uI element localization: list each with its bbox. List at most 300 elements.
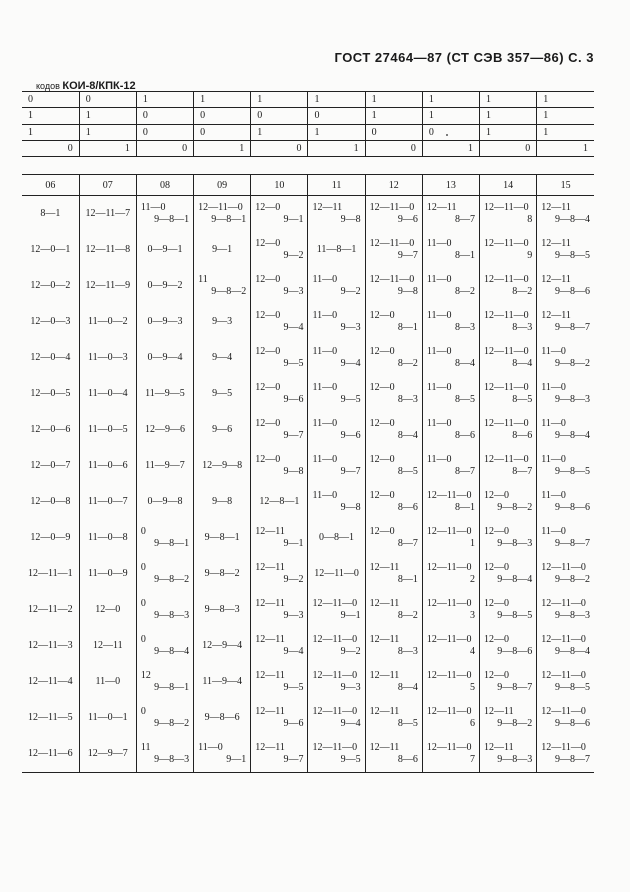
code-value: 12—11—9 <box>85 280 131 291</box>
code-cell <box>422 628 479 664</box>
code-value-upper: 11—0 <box>426 310 452 321</box>
code-value-upper: 12—11 <box>484 706 514 717</box>
bit-cell: 0 <box>22 92 79 108</box>
bit-cell: 0 <box>365 124 422 140</box>
bit-cell: 1 <box>22 124 79 140</box>
table-row <box>22 232 594 268</box>
code-value-lower: 8—2 <box>512 286 533 297</box>
bit-cell: 0 <box>194 108 251 124</box>
code-value-upper: 12—11 <box>369 562 400 573</box>
bit-cell: 1 <box>537 108 594 124</box>
code-value: 0—9—1 <box>147 244 183 255</box>
code-value-lower: 9—8—5 <box>555 466 590 477</box>
code-value-upper: 12—11 <box>255 598 285 609</box>
code-value-lower: 2 <box>470 574 475 585</box>
code-cell <box>480 736 537 773</box>
code-value-upper: 12—11—0 <box>369 202 415 213</box>
code-value-upper: 0 <box>140 634 146 645</box>
code-value-upper: 12—0 <box>484 670 509 681</box>
bit-cell: 0 <box>194 124 251 140</box>
code-value-upper: 12—11—0 <box>484 274 529 285</box>
bit-cell: 1 <box>136 92 193 108</box>
code-cell <box>251 736 308 773</box>
code-value-upper: 12—11 <box>369 634 400 645</box>
code-value-lower: 7 <box>470 754 475 765</box>
bit-cell: 1 <box>308 124 365 140</box>
code-value: 12—0 <box>95 604 121 615</box>
code-value: 9—3 <box>212 316 233 327</box>
code-value-lower: 8—7 <box>397 538 418 549</box>
code-cell <box>136 700 193 736</box>
code-value-upper: 12—0 <box>369 454 395 465</box>
code-value-upper: 11—0 <box>312 310 338 321</box>
bit-pattern-table <box>22 91 594 157</box>
code-value-upper: 12—11 <box>541 274 571 285</box>
code-cell <box>365 448 422 484</box>
code-cell <box>22 736 79 773</box>
code-cell <box>251 628 308 664</box>
code-cell <box>308 664 365 700</box>
code-value: 11—9—4 <box>202 676 242 687</box>
code-cell <box>22 232 79 268</box>
code-cell <box>480 448 537 484</box>
code-value-upper: 12—0 <box>484 562 509 573</box>
code-value-upper: 12—11—0 <box>312 670 358 681</box>
code-value: 12—11—0 <box>314 568 359 579</box>
code-cell <box>136 664 193 700</box>
code-value-lower: 9—8—3 <box>497 754 533 765</box>
code-value-lower: 9—8—2 <box>154 718 190 729</box>
table-row <box>22 592 594 628</box>
code-value-lower: 8—6 <box>512 430 533 441</box>
code-value: 12—9—6 <box>144 424 185 435</box>
code-value-lower: 9—8—2 <box>555 574 590 585</box>
code-value-lower: 4 <box>470 646 475 657</box>
code-cell <box>365 520 422 556</box>
code-value-lower: 9—8—7 <box>497 682 533 693</box>
code-cell <box>22 628 79 664</box>
code-cell <box>537 484 594 520</box>
code-value-lower: 9—3 <box>340 682 361 693</box>
bit-cell: 0 <box>308 108 365 124</box>
code-cell <box>308 700 365 736</box>
code-value: 12—0—3 <box>30 316 71 327</box>
code-value: 9—8 <box>212 496 233 507</box>
code-cell <box>194 304 251 340</box>
code-value-lower: 9—8—2 <box>497 718 533 729</box>
code-value: 0—9—8 <box>147 496 183 507</box>
code-cell <box>251 232 308 268</box>
code-value-lower: 8—7 <box>455 214 475 225</box>
code-cell <box>136 268 193 304</box>
code-value-upper: 12—11 <box>541 238 571 249</box>
bit-cell: 1 <box>422 108 479 124</box>
code-value-upper: 11—0 <box>312 274 338 285</box>
code-value-upper: 12—11—0 <box>198 202 243 213</box>
code-cell <box>537 700 594 736</box>
code-cell <box>251 556 308 592</box>
code-value-lower: 9—8—2 <box>555 358 590 369</box>
code-cell <box>308 196 365 233</box>
bit-cell: 1 <box>537 124 594 140</box>
code-value-lower: 9—5 <box>340 754 361 765</box>
code-value-upper: 11—0 <box>426 418 452 429</box>
code-value-upper: 12—11 <box>369 670 400 681</box>
code-value: 8—1 <box>40 208 61 219</box>
code-cell <box>537 736 594 773</box>
code-value: 12—0—5 <box>30 388 71 399</box>
code-value-lower: 9—8—5 <box>497 610 533 621</box>
code-cell <box>79 448 136 484</box>
code-cell <box>422 484 479 520</box>
table-row <box>22 484 594 520</box>
code-value-upper: 12—11—0 <box>484 418 529 429</box>
code-cell <box>308 520 365 556</box>
code-cell <box>251 700 308 736</box>
code-value-upper: 12—11 <box>255 706 285 717</box>
code-value: 12—8—1 <box>259 496 300 507</box>
code-cell <box>79 664 136 700</box>
code-cell <box>308 412 365 448</box>
code-value-lower: 9—8—3 <box>154 754 190 765</box>
code-value-lower: 8—3 <box>397 646 418 657</box>
code-cell <box>136 592 193 628</box>
code-cell <box>136 232 193 268</box>
code-value-lower: 9—6 <box>283 718 304 729</box>
code-value-upper: 12—11—0 <box>484 238 529 249</box>
code-cell <box>365 376 422 412</box>
code-value-lower: 9—4 <box>283 322 304 333</box>
code-cell <box>422 232 479 268</box>
code-value-lower: 8—5 <box>397 718 418 729</box>
code-value-lower: 9—4 <box>283 646 304 657</box>
code-value-lower: 9—8 <box>340 502 361 513</box>
code-cell <box>422 340 479 376</box>
code-value: 9—8—6 <box>204 712 240 723</box>
code-value: 11—0—3 <box>87 352 128 363</box>
code-cell <box>22 700 79 736</box>
table-row <box>22 412 594 448</box>
code-value: 0—9—2 <box>147 280 183 291</box>
code-cell <box>422 664 479 700</box>
code-value: 11—0—9 <box>87 568 128 579</box>
code-value: 12—11 <box>92 640 123 651</box>
code-value-lower: 1 <box>470 538 475 549</box>
code-value-lower: 9—7 <box>283 754 304 765</box>
code-cell <box>537 556 594 592</box>
code-value-lower: 8 <box>527 214 533 225</box>
code-value-lower: 9—1 <box>283 214 304 225</box>
bit-row <box>22 92 594 108</box>
code-value-upper: 12—11 <box>369 598 400 609</box>
code-cell <box>79 412 136 448</box>
code-value: 9—8—1 <box>204 532 240 543</box>
code-value-lower: 9—8—4 <box>497 574 533 585</box>
code-value-upper: 12 <box>140 670 151 681</box>
code-value-upper: 11—0 <box>541 382 566 393</box>
code-value-lower: 9—7 <box>283 430 304 441</box>
code-value: 12—0—1 <box>30 244 71 255</box>
code-value-upper: 12—11 <box>426 202 457 213</box>
code-value: 12—9—7 <box>87 748 128 759</box>
code-value-lower: 8—3 <box>455 322 475 333</box>
code-cell <box>22 556 79 592</box>
code-cell <box>308 268 365 304</box>
code-value-upper: 12—11 <box>255 742 285 753</box>
code-cell <box>422 556 479 592</box>
code-cell <box>422 520 479 556</box>
column-header: 12 <box>365 175 422 196</box>
code-cell <box>136 484 193 520</box>
bit-cell: 1 <box>365 92 422 108</box>
code-cell <box>308 304 365 340</box>
code-cell <box>480 412 537 448</box>
code-value-lower: 9—8—5 <box>555 250 590 261</box>
code-value-upper: 12—11—0 <box>312 598 358 609</box>
code-value-lower: 8—2 <box>397 358 418 369</box>
bit-cell: 1 <box>79 140 136 156</box>
code-value-lower: 3 <box>470 610 475 621</box>
code-value-upper: 11—0 <box>312 346 338 357</box>
code-cell <box>251 484 308 520</box>
bit-cell: 1 <box>480 92 537 108</box>
code-cell <box>480 340 537 376</box>
table-row <box>22 736 594 773</box>
code-value-lower: 9—8—6 <box>555 286 590 297</box>
code-value: 9—5 <box>212 388 233 399</box>
code-cell <box>251 592 308 628</box>
code-cell <box>251 304 308 340</box>
code-cell <box>480 484 537 520</box>
code-cell <box>194 700 251 736</box>
code-cell <box>422 196 479 233</box>
code-value-lower: 9—8—3 <box>555 394 590 405</box>
code-cell <box>480 700 537 736</box>
code-cell <box>194 520 251 556</box>
code-cell <box>79 484 136 520</box>
code-value-upper: 12—0 <box>484 490 509 501</box>
code-value-lower: 8—5 <box>455 394 475 405</box>
code-value: 12—11—8 <box>85 244 131 255</box>
code-value-upper: 0 <box>140 706 146 717</box>
code-value: 9—1 <box>212 244 233 255</box>
code-value-upper: 12—11—0 <box>541 742 586 753</box>
code-value-upper: 12—11—0 <box>484 382 529 393</box>
code-value-upper: 12—11 <box>541 310 571 321</box>
code-cell <box>365 232 422 268</box>
code-value: 11—9—5 <box>145 388 185 399</box>
bit-cell: 0 <box>422 124 479 140</box>
code-table <box>22 174 594 773</box>
code-cell <box>136 628 193 664</box>
code-value-lower: 8—1 <box>455 502 475 513</box>
code-cell <box>22 412 79 448</box>
code-cell <box>136 412 193 448</box>
code-cell <box>537 376 594 412</box>
code-cell <box>22 484 79 520</box>
code-cell <box>22 592 79 628</box>
code-cell <box>194 628 251 664</box>
column-header: 14 <box>480 175 537 196</box>
bit-cell: 0 <box>480 140 537 156</box>
bit-cell: 0 <box>251 108 308 124</box>
column-header: 11 <box>308 175 365 196</box>
code-cell <box>79 304 136 340</box>
bit-cell: 1 <box>308 92 365 108</box>
code-cell <box>79 268 136 304</box>
code-value-lower: 5 <box>470 682 475 693</box>
code-value-lower: 9—1 <box>340 610 361 621</box>
code-cell <box>480 376 537 412</box>
code-value: 9—8—3 <box>204 604 240 615</box>
code-value: 12—0—9 <box>30 532 71 543</box>
code-value-upper: 11—0 <box>312 382 338 393</box>
code-cell <box>308 628 365 664</box>
table-row <box>22 448 594 484</box>
code-cell <box>194 340 251 376</box>
code-cell <box>136 340 193 376</box>
code-cell <box>537 412 594 448</box>
bit-cell: 1 <box>480 124 537 140</box>
code-value-upper: 12—0 <box>369 310 395 321</box>
code-value-upper: 11 <box>140 742 151 753</box>
code-value-upper: 11—0 <box>426 454 452 465</box>
code-value-lower: 9—8 <box>340 214 361 225</box>
code-value-lower: 9—8—3 <box>154 610 190 621</box>
code-value-upper: 11—0 <box>140 202 166 213</box>
code-value-upper: 11 <box>198 274 208 285</box>
code-value-upper: 12—11—0 <box>484 202 529 213</box>
code-cell <box>422 376 479 412</box>
code-value-lower: 9 <box>527 250 533 261</box>
code-cell <box>422 304 479 340</box>
page-header: ГОСТ 27464—87 (СТ СЭВ 357—86) С. 3 <box>334 50 594 65</box>
code-cell <box>480 232 537 268</box>
code-cell <box>136 736 193 773</box>
code-cell <box>79 556 136 592</box>
code-cell <box>251 196 308 233</box>
code-cell <box>365 268 422 304</box>
code-value-lower: 8—2 <box>397 610 418 621</box>
code-value-upper: 12—11—0 <box>541 670 586 681</box>
code-cell <box>79 340 136 376</box>
code-value: 12—11—2 <box>28 604 73 615</box>
code-cell <box>194 196 251 233</box>
code-cell <box>537 232 594 268</box>
code-value-upper: 12—11—0 <box>426 742 472 753</box>
code-value-upper: 12—0 <box>255 202 281 213</box>
code-value-upper: 11—0 <box>541 526 566 537</box>
code-cell <box>365 628 422 664</box>
code-cell <box>422 412 479 448</box>
code-value-lower: 9—2 <box>340 646 361 657</box>
code-value-lower: 9—8—6 <box>497 646 533 657</box>
code-value-upper: 11—0 <box>541 346 566 357</box>
table-row <box>22 628 594 664</box>
code-cell <box>79 736 136 773</box>
code-value-lower: 9—1 <box>226 754 247 765</box>
code-cell <box>136 376 193 412</box>
bit-cell: 1 <box>194 92 251 108</box>
code-value: 12—9—4 <box>202 640 243 651</box>
code-value-upper: 12—11—0 <box>426 598 472 609</box>
code-value-upper: 11—0 <box>426 346 452 357</box>
code-value-lower: 9—6 <box>397 214 418 225</box>
code-value-upper: 12—11—0 <box>369 274 415 285</box>
code-value-lower: 8—7 <box>512 466 533 477</box>
code-value-upper: 11—0 <box>541 490 566 501</box>
code-value-upper: 12—0 <box>255 346 281 357</box>
code-value: 11—0—1 <box>87 712 128 723</box>
code-cell <box>194 664 251 700</box>
code-cell <box>308 736 365 773</box>
code-cell <box>194 268 251 304</box>
code-value-lower: 9—8—1 <box>154 682 190 693</box>
code-cell <box>136 304 193 340</box>
code-value-lower: 9—8—1 <box>154 214 190 225</box>
code-value: 12—11—5 <box>28 712 73 723</box>
code-cell <box>308 556 365 592</box>
code-cell <box>365 196 422 233</box>
code-value-upper: 0 <box>140 526 146 537</box>
code-cell <box>365 700 422 736</box>
code-value: 11—0—6 <box>87 460 128 471</box>
code-cell <box>537 448 594 484</box>
code-value-lower: 8—7 <box>455 466 475 477</box>
column-header: 15 <box>537 175 594 196</box>
code-value-upper: 12—11—0 <box>426 562 472 573</box>
code-cell <box>251 340 308 376</box>
code-value-lower: 8—4 <box>512 358 533 369</box>
code-value: 0—8—1 <box>319 532 355 543</box>
code-cell <box>308 340 365 376</box>
bit-row <box>22 140 594 156</box>
code-value-lower: 8—2 <box>455 286 475 297</box>
code-value-upper: 12—11—0 <box>541 634 586 645</box>
code-cell <box>79 700 136 736</box>
code-value-upper: 11—0 <box>426 382 452 393</box>
table-row <box>22 664 594 700</box>
code-cell <box>365 304 422 340</box>
code-cell <box>422 736 479 773</box>
code-value-lower: 8—3 <box>397 394 418 405</box>
code-value-upper: 12—0 <box>369 526 395 537</box>
code-cell <box>480 304 537 340</box>
code-value-lower: 9—2 <box>283 250 304 261</box>
code-cell <box>365 736 422 773</box>
code-cell <box>537 196 594 233</box>
code-cell <box>79 232 136 268</box>
code-cell <box>136 196 193 233</box>
bit-cell: 1 <box>79 124 136 140</box>
code-cell <box>251 448 308 484</box>
code-value-upper: 12—0 <box>484 598 509 609</box>
code-value: 12—0—7 <box>30 460 71 471</box>
code-value-lower: 8—1 <box>397 574 418 585</box>
code-cell <box>365 484 422 520</box>
code-cell <box>194 376 251 412</box>
code-value-upper: 11—0 <box>198 742 223 753</box>
code-cell <box>79 376 136 412</box>
code-cell <box>22 664 79 700</box>
code-cell <box>22 304 79 340</box>
code-value-lower: 8—6 <box>397 502 418 513</box>
bit-cell: 1 <box>308 140 365 156</box>
bit-cell: 0 <box>22 140 79 156</box>
code-value-lower: 8—6 <box>455 430 475 441</box>
code-value-lower: 9—8—7 <box>555 538 590 549</box>
code-value: 11—0—7 <box>87 496 128 507</box>
